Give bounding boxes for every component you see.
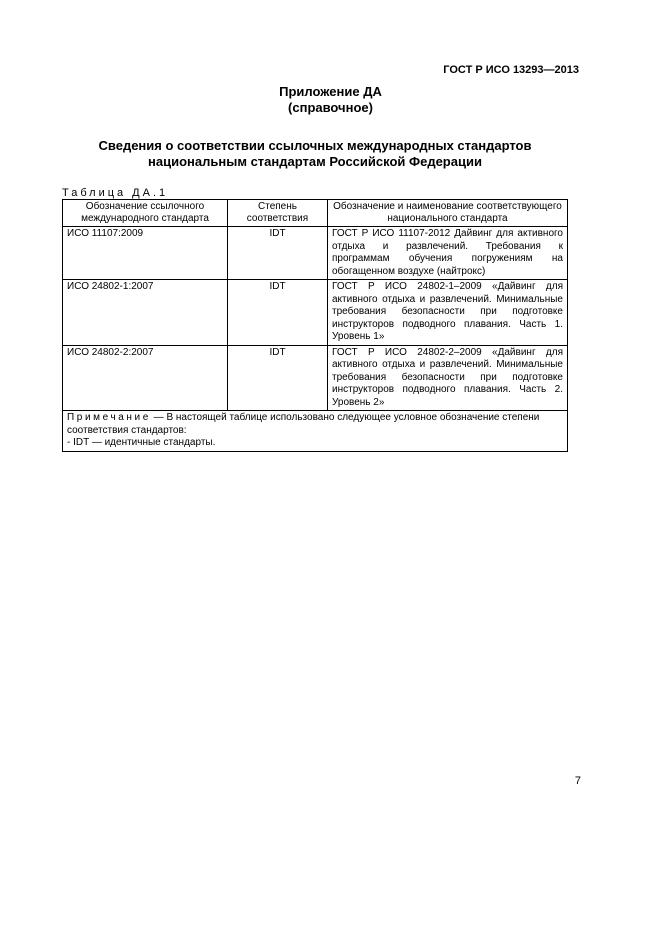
degree-cell: IDT bbox=[228, 345, 328, 411]
note-text: — В настоящей таблице использовано следующее условное обозначение степени соответствия стандартов: bbox=[67, 412, 540, 436]
degree-cell: IDT bbox=[228, 227, 328, 280]
national-standard-cell: ГОСТ Р ИСО 24802-2–2009 «Дайвинг для активного отдыха и развлечений. Минимальные требования безопасности при подготовке инструкторов подводного плавания. Часть 2. Уровень 2» bbox=[328, 345, 568, 411]
document-code: ГОСТ Р ИСО 13293—2013 bbox=[443, 64, 579, 76]
table-row bbox=[63, 280, 568, 346]
table-header-row bbox=[63, 200, 568, 227]
note-label: Примечание bbox=[67, 412, 151, 423]
column-header-national: Обозначение и наименование соответствующего национального стандарта bbox=[328, 200, 568, 227]
page-number: 7 bbox=[574, 775, 581, 787]
section-heading-line-1: Сведения о соответствии ссылочных международных стандартов bbox=[98, 138, 532, 153]
national-standard-cell: ГОСТ Р ИСО 24802-1–2009 «Дайвинг для активного отдыха и развлечений. Минимальные требования безопасности при подготовке инструкторов подводного плавания. Часть 1. Уровень 1» bbox=[328, 280, 568, 346]
correspondence-table bbox=[62, 199, 568, 452]
table-row bbox=[63, 345, 568, 411]
table-caption: Таблица ДА.1 bbox=[62, 187, 169, 199]
table-note-row bbox=[63, 411, 568, 452]
table-row bbox=[63, 227, 568, 280]
appendix-block bbox=[0, 84, 661, 116]
table-note bbox=[63, 411, 568, 452]
section-heading-line-2: национальным стандартам Российской Федерации bbox=[148, 154, 482, 169]
column-header-international: Обозначение ссылочного международного стандарта bbox=[63, 200, 228, 227]
international-standard-cell: ИСО 24802-1:2007 bbox=[63, 280, 228, 346]
national-standard-cell: ГОСТ Р ИСО 11107-2012 Дайвинг для активного отдыха и развлечений. Требования к программам обучения погружениям на обогащенном воздухе (найтрокс) bbox=[328, 227, 568, 280]
section-heading bbox=[60, 138, 570, 170]
column-header-degree: Степень соответствия bbox=[228, 200, 328, 227]
international-standard-cell: ИСО 11107:2009 bbox=[63, 227, 228, 280]
appendix-subtitle: (справочное) bbox=[288, 100, 373, 115]
appendix-title: Приложение ДА bbox=[279, 84, 382, 99]
note-item: - IDT — идентичные стандарты. bbox=[67, 437, 216, 448]
degree-cell: IDT bbox=[228, 280, 328, 346]
international-standard-cell: ИСО 24802-2:2007 bbox=[63, 345, 228, 411]
